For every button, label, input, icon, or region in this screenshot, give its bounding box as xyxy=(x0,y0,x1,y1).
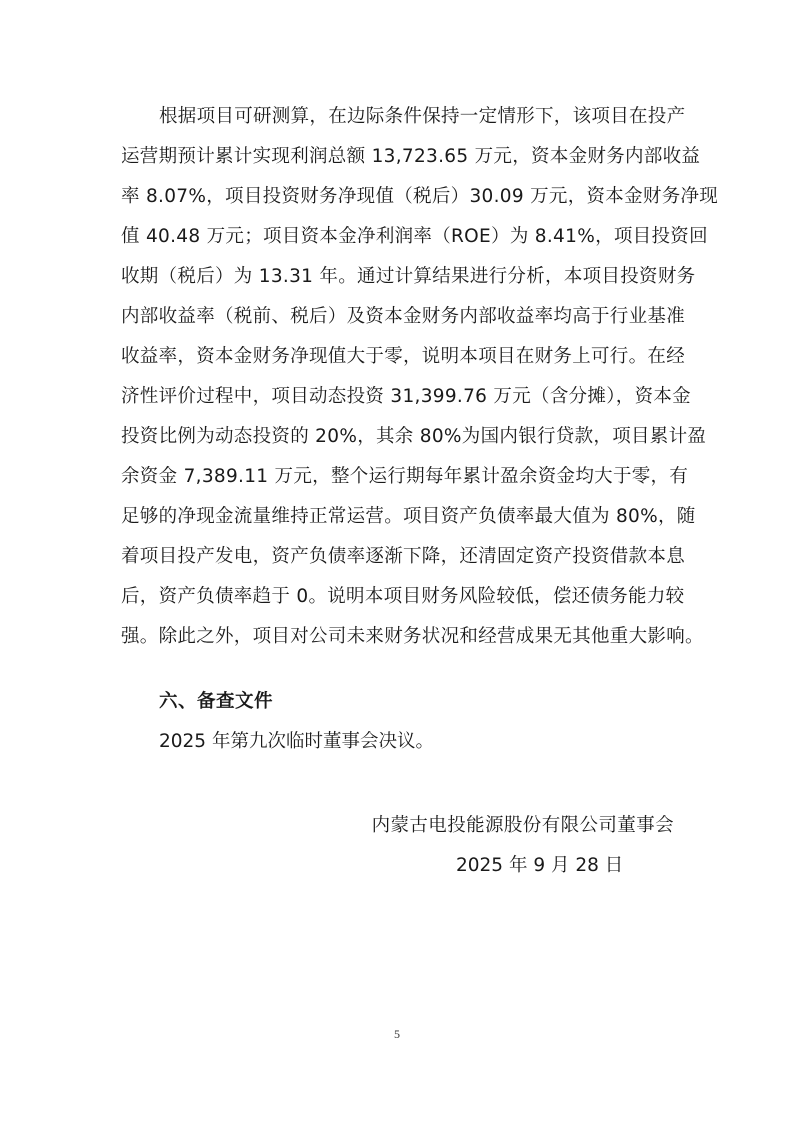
paragraph-line: 率 8.07%，项目投资财务净现值（税后）30.09 万元，资本金财务净现 xyxy=(121,186,719,207)
paragraph-line: 运营期预计累计实现利润总额 13,723.65 万元，资本金财务内部收益 xyxy=(121,146,701,167)
section-heading: 六、备查文件 xyxy=(159,691,274,712)
paragraph-line: 收期（税后）为 13.31 年。通过计算结果进行分析，本项目投资财务 xyxy=(121,266,696,287)
paragraph-line: 收益率，资本金财务净现值大于零，说明本项目在财务上可行。在经 xyxy=(121,346,686,367)
paragraph-line: 余资金 7,389.11 万元，整个运行期每年累计盈余资金均大于零，有 xyxy=(121,466,689,487)
paragraph-line: 着项目投产发电，资产负债率逐渐下降，还清固定资产投资借款本息 xyxy=(121,546,686,567)
paragraph-line: 足够的净现金流量维持正常运营。项目资产负债率最大值为 80%，随 xyxy=(121,506,696,527)
paragraph-line: 强。除此之外，项目对公司未来财务状况和经营成果无其他重大影响。 xyxy=(121,626,704,647)
paragraph-line: 后，资产负债率趋于 0。说明本项目财务风险较低，偿还债务能力较 xyxy=(121,586,685,607)
paragraph-line: 内部收益率（税前、税后）及资本金财务内部收益率均高于行业基准 xyxy=(121,306,686,327)
signature-date: 2025 年 9 月 28 日 xyxy=(456,855,624,876)
page-number: 5 xyxy=(394,1027,400,1041)
paragraph-line: 济性评价过程中，项目动态投资 31,399.76 万元（含分摊），资本金 xyxy=(121,386,691,407)
signature-company: 内蒙古电投能源股份有限公司董事会 xyxy=(371,815,674,836)
paragraph-line: 值 40.48 万元；项目资本金净利润率（ROE）为 8.41%，项目投资回 xyxy=(121,226,708,247)
reference-document: 2025 年第九次临时董事会决议。 xyxy=(159,731,434,752)
paragraph-line: 根据项目可研测算，在边际条件保持一定情形下，该项目在投产 xyxy=(159,106,686,127)
paragraph-line: 投资比例为动态投资的 20%，其余 80%为国内银行贷款，项目累计盈 xyxy=(121,426,707,447)
